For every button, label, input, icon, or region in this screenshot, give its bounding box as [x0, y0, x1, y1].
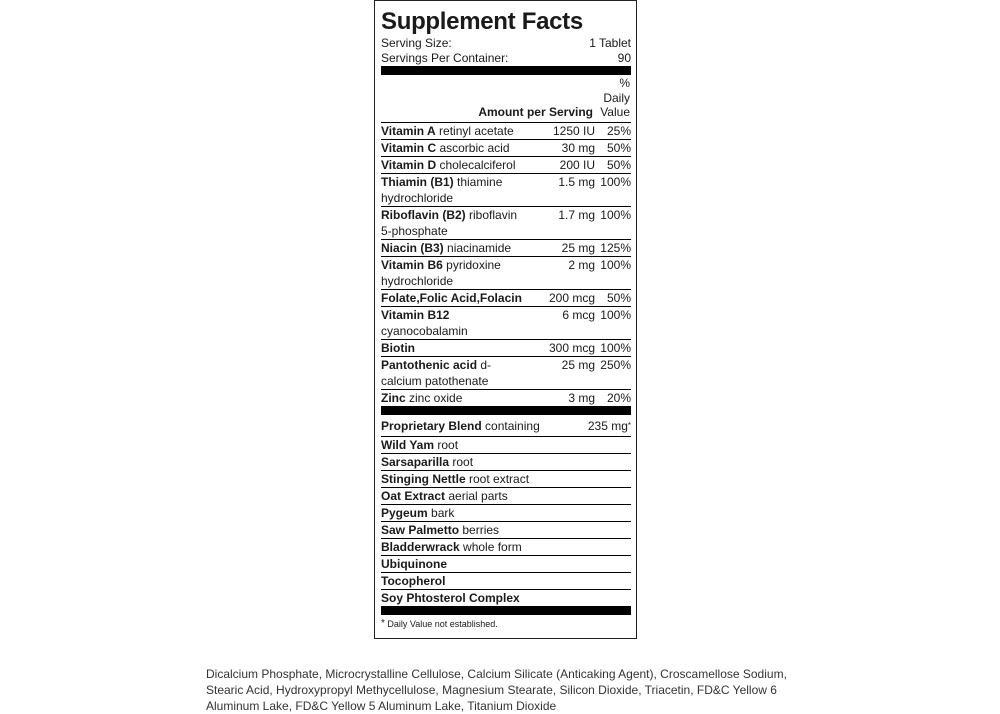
nutrient-detail: cholecalciferol: [436, 158, 516, 172]
nutrient-dv: 100%: [600, 341, 631, 355]
nutrient-list: [381, 123, 631, 406]
nutrient-row: [381, 340, 631, 357]
blend-item-row: [381, 539, 631, 556]
nutrient-row: [381, 140, 631, 157]
blend-item-name: Sarsaparilla: [381, 455, 450, 469]
nutrient-name-cell: [381, 307, 533, 339]
nutrient-row: [381, 390, 631, 406]
nutrient-name-cell: [381, 357, 533, 389]
nutrient-name: Vitamin D: [381, 158, 437, 172]
nutrient-amount: 25 mg: [561, 358, 595, 372]
blend-item-detail: berries: [459, 523, 500, 537]
blend-item-detail: bark: [427, 506, 455, 520]
nutrient-row: [381, 357, 631, 390]
blend-item-detail: root: [434, 438, 459, 452]
servings-label: Servings Per Container:: [381, 51, 509, 65]
nutrient-dv: 100%: [600, 208, 631, 222]
nutrient-amount: 1.5 mg: [558, 175, 595, 189]
other-ingredients: Dicalcium Phosphate, Microcrystalline Cellulose, Calcium Silicate (Anticaking Agent), Croscamellose Sodium, Stearic Acid, Hydroxypropyl Methycellulose, Magnesium Stearate, Silicon Dioxide, Triacetin, FD&C Yellow 6 Aluminum Lake, FD&C Yellow 5 Aluminum Lake, Titanium Dioxide: [206, 667, 787, 713]
nutrient-name: Thiamin (B1): [381, 175, 454, 189]
nutrient-amount: 200 mcg: [548, 291, 595, 305]
blend-item-name: Soy Phtosterol Complex: [381, 591, 520, 605]
nutrient-name-cell: [381, 257, 533, 289]
nutrient-amount: 3 mg: [568, 391, 595, 405]
nutrient-detail: ascorbic acid: [436, 141, 510, 155]
nutrient-dv: 250%: [600, 358, 631, 372]
blend-item-detail: root extract: [465, 472, 530, 486]
nutrient-amount: 300 mcg: [548, 341, 595, 355]
nutrient-detail: retinyl acetate: [435, 124, 514, 138]
nutrient-row: [381, 174, 631, 207]
nutrient-row: [381, 207, 631, 240]
blend-item-name: Ubiquinone: [381, 557, 447, 571]
nutrient-name-cell: [381, 157, 533, 173]
blend-star: *: [627, 421, 631, 430]
blend-item-row: [381, 454, 631, 471]
nutrient-row: [381, 157, 631, 174]
nutrient-row: [381, 123, 631, 140]
nutrient-name-cell: [381, 290, 533, 306]
nutrient-detail: pyridoxine hydrochloride: [381, 258, 501, 288]
nutrient-amount: 1.7 mg: [558, 208, 595, 222]
footnote: [381, 618, 631, 630]
nutrient-name: Pantothenic acid: [381, 358, 478, 372]
nutrient-dv: 50%: [606, 291, 631, 305]
blend-item-detail: root: [449, 455, 474, 469]
nutrient-name: Niacin (B3): [381, 241, 444, 255]
nutrient-name: Vitamin A: [381, 124, 436, 138]
blend-amount-cell: [588, 418, 631, 434]
thick-divider: [381, 606, 631, 615]
nutrient-name: Zinc: [381, 391, 406, 405]
nutrient-dv: 25%: [606, 124, 631, 138]
nutrient-detail: riboflavin 5-phosphate: [381, 208, 518, 238]
nutrient-amount: 6 mcg: [562, 308, 595, 322]
nutrient-name: Riboflavin (B2): [381, 208, 466, 222]
nutrient-dv: 50%: [606, 141, 631, 155]
serving-size-value: 1 Tablet: [589, 36, 631, 50]
nutrient-amount: 200 IU: [559, 158, 595, 172]
blend-item-name: Pygeum: [381, 506, 428, 520]
nutrient-name-cell: [381, 174, 533, 206]
dv-header-top: [603, 76, 630, 106]
blend-item-name: Bladderwrack: [381, 540, 460, 554]
blend-item-detail: aerial parts: [445, 489, 508, 503]
thick-divider: [381, 66, 631, 75]
footnote-text: Daily Value not established.: [384, 619, 498, 629]
label-title: Supplement Facts: [381, 8, 583, 35]
nutrient-detail: zinc oxide: [405, 391, 463, 405]
dv-header-percent: %: [619, 76, 630, 90]
nutrient-name: Vitamin B6: [381, 258, 443, 272]
blend-item-row: [381, 556, 631, 573]
nutrient-dv: 50%: [606, 158, 631, 172]
blend-item-row: [381, 590, 631, 606]
nutrient-name-cell: [381, 207, 533, 239]
nutrient-name-cell: [381, 340, 533, 356]
blend-item-row: [381, 505, 631, 522]
blend-item-name: Wild Yam: [381, 438, 435, 452]
nutrient-dv: 20%: [606, 391, 631, 405]
blend-amount: 235 mg: [587, 419, 628, 433]
blend-title: Proprietary Blend: [381, 419, 482, 433]
blend-item-name: Saw Palmetto: [381, 523, 460, 537]
nutrient-name: Vitamin B12: [381, 308, 450, 322]
blend-name: [381, 418, 588, 434]
nutrient-detail: niacinamide: [443, 241, 512, 255]
nutrient-amount: 1250 IU: [552, 124, 595, 138]
serving-size-row: [381, 36, 631, 51]
nutrient-name-cell: [381, 390, 533, 406]
dv-header-daily: Daily: [603, 91, 630, 105]
nutrient-amount: 30 mg: [561, 141, 595, 155]
blend-list: [381, 437, 631, 606]
blend-item-detail: whole form: [459, 540, 522, 554]
blend-item-row: [381, 471, 631, 488]
nutrient-row: [381, 257, 631, 290]
supplement-facts-panel: [374, 0, 637, 639]
dv-header-value: Value: [600, 105, 630, 119]
nutrient-name-cell: [381, 140, 533, 156]
nutrient-detail: thiamine hydrochloride: [381, 175, 503, 205]
nutrient-dv: 125%: [600, 241, 631, 255]
nutrient-dv: 100%: [600, 258, 631, 272]
nutrient-name-cell: [381, 240, 533, 256]
proprietary-blend-row: [381, 415, 631, 437]
blend-item-row: [381, 522, 631, 539]
nutrient-dv: 100%: [600, 308, 631, 322]
servings-per-container-row: [381, 51, 631, 66]
nutrient-dv: 100%: [600, 175, 631, 189]
nutrient-name: Vitamin C: [381, 141, 437, 155]
nutrient-row: [381, 290, 631, 307]
nutrient-amount: 25 mg: [561, 241, 595, 255]
servings-value: 90: [617, 51, 631, 65]
blend-item-name: Stinging Nettle: [381, 472, 466, 486]
footnote-star: *: [381, 618, 385, 629]
nutrient-row: [381, 240, 631, 257]
blend-item-name: Oat Extract: [381, 489, 446, 503]
blend-item-row: [381, 573, 631, 590]
nutrient-amount: 2 mg: [568, 258, 595, 272]
nutrient-detail: cyanocobalamin: [381, 324, 468, 338]
nutrient-row: [381, 307, 631, 340]
column-header: [381, 75, 631, 123]
nutrient-detail: d-calcium patothenate: [381, 358, 492, 388]
blend-detail: containing: [481, 419, 540, 433]
blend-item-row: [381, 437, 631, 454]
amount-per-serving-header: Amount per Serving: [478, 105, 593, 119]
blend-item-row: [381, 488, 631, 505]
nutrient-name: Biotin: [381, 341, 415, 355]
nutrient-name: Folate,Folic Acid,Folacin: [381, 291, 522, 305]
thick-divider: [381, 406, 631, 415]
nutrient-name-cell: [381, 123, 533, 139]
serving-size-label: Serving Size:: [381, 36, 452, 50]
blend-item-name: Tocopherol: [381, 574, 446, 588]
